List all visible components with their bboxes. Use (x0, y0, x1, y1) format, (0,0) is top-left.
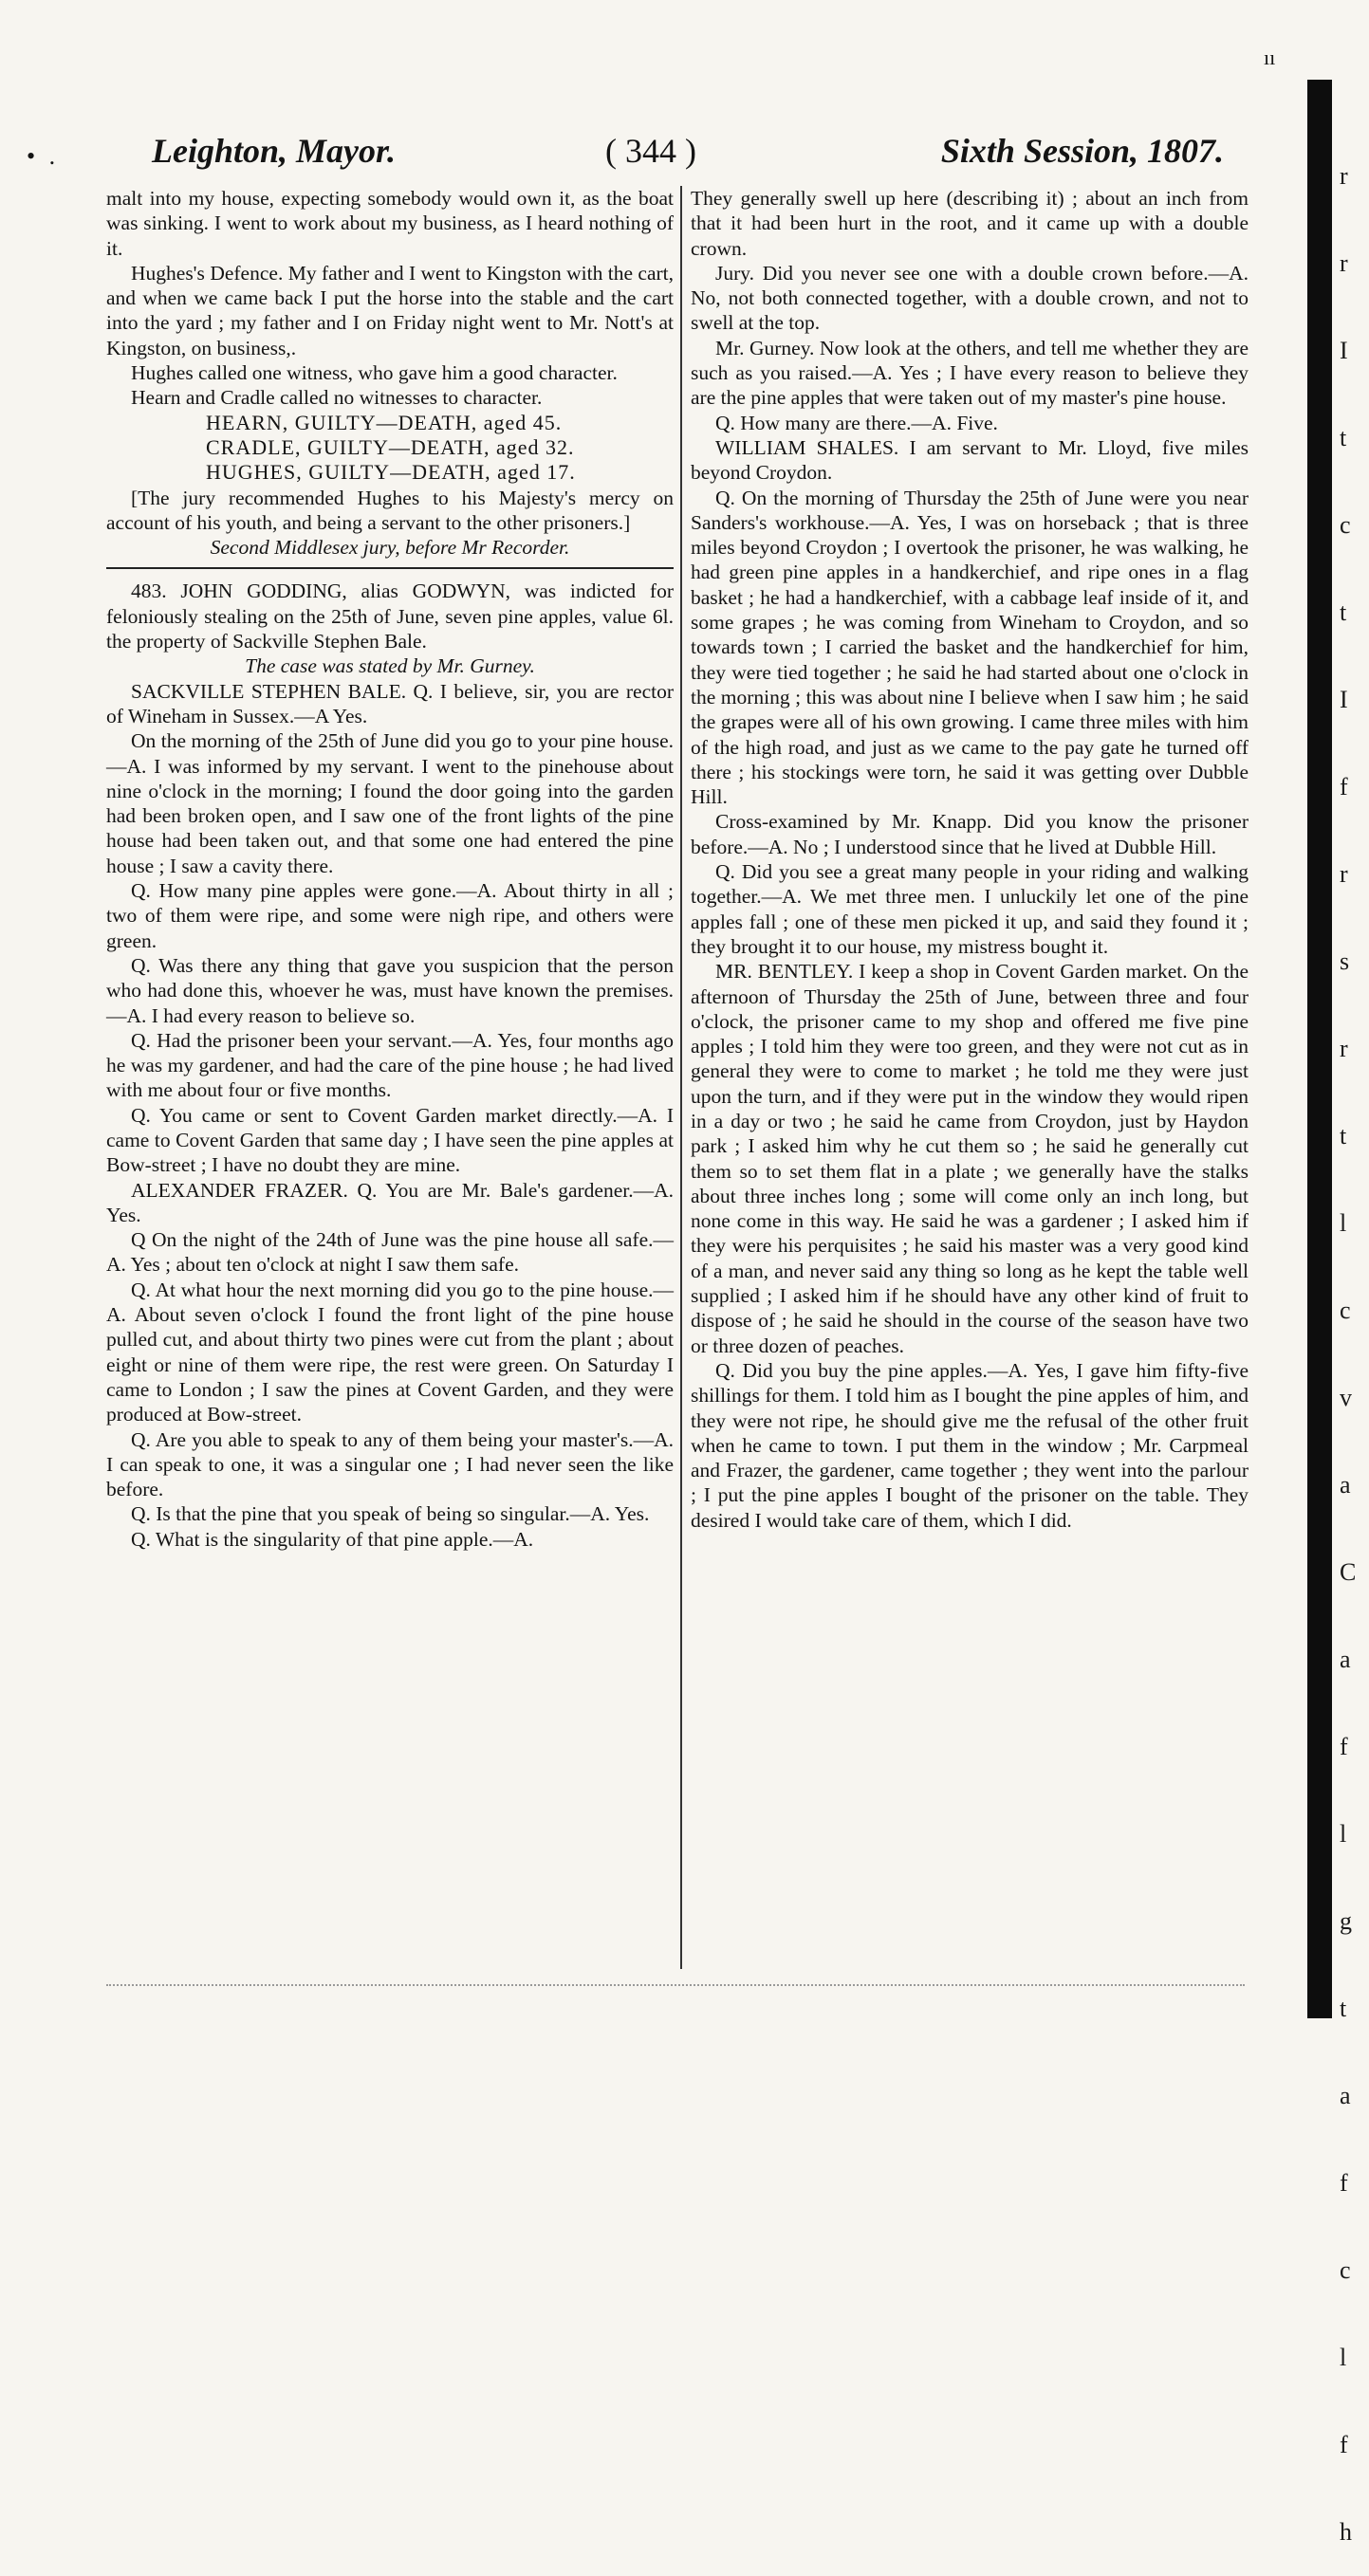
binding-shadow-strip (1307, 80, 1332, 2018)
edge-letter: c (1340, 1297, 1351, 1324)
section-rule (106, 567, 674, 569)
paragraph: Q. Was there any thing that gave you suspicion that the person who had done this, whoever he was, must have known the premises.—A. I had every reason to believe so. (106, 953, 674, 1027)
edge-letter: a (1340, 2082, 1351, 2109)
paragraph: ALEXANDER FRAZER. Q. You are Mr. Bale's gardener.—A. Yes. (106, 1178, 674, 1226)
edge-letter: I (1340, 686, 1348, 713)
column-divider (680, 186, 682, 1969)
paragraph: WILLIAM SHALES. I am servant to Mr. Lloyd, five miles beyond Croydon. (691, 435, 1249, 485)
edge-letter: v (1340, 1384, 1352, 1411)
verdict-line: HEARN, GUILTY—DEATH, aged 45. (206, 410, 563, 434)
paragraph: MR. BENTLEY. I keep a shop in Covent Garden market. On the afternoon of Thursday the 25th of June, between three and four o'clock, the prisoner came to my shop and offered me five pine apples ; I told him they were too green, and they were not cut as in general they were to come to market ; he told me they were just upon the turn, and if they were put in the window they would ripen in a day or two ; he said he came from Croydon, just by Haydon park ; I asked him why he cut them so ; he said he generally cut them so to set them flat in a plate ; we generally have the stalks about three inches long ; some will come only an inch long, but none come in this way. He said he was a gardener ; I asked him if they were his perquisites ; he said his master was a very good kind of a man, and never said any thing so long as he kept the table well supplied ; I asked him if he should have any other kind of fruit to dispose of ; he said he should in the course of the season have two or three dozen of peaches. (691, 960, 1249, 1357)
paragraph: Q. Are you able to speak to any of them being your master's.—A. I can speak to one, it was a singular one ; I had never seen the like before. (106, 1427, 674, 1501)
edge-letter: r (1340, 249, 1348, 277)
paragraph: Q On the night of the 24th of June was the pine house all safe.—A. Yes ; about ten o'clock at night I saw them safe. (106, 1228, 674, 1277)
edge-letter: t (1340, 1122, 1347, 1150)
edge-letter: r (1340, 1035, 1348, 1062)
edge-letter: a (1340, 1646, 1351, 1673)
edge-letter: r (1340, 162, 1348, 190)
paragraph: SACKVILLE STEPHEN BALE. Q. I believe, sir, you are rector of Wineham in Sussex.—A Yes. (106, 679, 674, 727)
verdict-line: CRADLE, GUILTY—DEATH, aged 32. (206, 434, 575, 459)
paragraph: Hughes's Defence. My father and I went to Kingston with the cart, and when we came back I put the horse into the stable and the cart into the yard ; my father and I on Friday night went to Mr. Nott's at Kingston, on business,. (106, 261, 674, 359)
edge-letter: l (1340, 1209, 1347, 1237)
paragraph: Q. At what hour the next morning did you go to the pine house.—A. About seven o'clock I found the front light of the pine house pulled cut, and about thirty two pines were cut from the plant ; about eight or nine of them were ripe, the rest were green. On Saturday I came to London ; I saw the pines at Covent Garden, and they were produced at Bow-street. (106, 1278, 674, 1426)
paragraph: Q. You came or sent to Covent Garden market directly.—A. I came to Covent Garden that same day ; I have seen the pine apples at Bow-street ; I have no doubt they are mine. (106, 1103, 674, 1177)
paragraph: 483. JOHN GODDING, alias GODWYN, was indicted for feloniously stealing on the 25th of June, seven pine apples, value 6l. the property of Sackville Stephen Bale. (106, 580, 674, 653)
paragraph: On the morning of the 25th of June did you go to your pine house.—A. I was informed by my servant. I went to the pinehouse about nine o'clock in the morning; I found the door going into the garden had been broken open, and I saw one of the front lights of the pine house had been taken out, and that some one had entered the pine house ; I saw a cavity there. (106, 729, 674, 877)
paragraph: Jury. Did you never see one with a double crown before.—A. No, not both connected together, with a double crown, and not to swell at the top. (691, 261, 1249, 335)
edge-letter: r (1340, 860, 1348, 888)
paragraph: Hearn and Cradle called no witnesses to character. (131, 386, 543, 410)
bottom-scan-edge (106, 1984, 1245, 1988)
edge-letter: g (1340, 1907, 1352, 1935)
running-head (152, 131, 1224, 176)
edge-letter: f (1340, 1733, 1348, 1760)
paragraph: Mr. Gurney. Now look at the others, and tell me whether they are such as you raised.—A. Yes ; I have every reason to believe they are the pine apples that were taken out of my master's pine house. (691, 336, 1249, 410)
edge-letter: h (1340, 2518, 1352, 2546)
edge-letter: I (1340, 337, 1348, 364)
edge-letter: C (1340, 1558, 1357, 1586)
paragraph: Q. How many pine apples were gone.—A. About thirty in all ; two of them were ripe, and some were nigh ripe, and others were green. (106, 879, 674, 952)
paragraph: Q. What is the singularity of that pine apple.—A. (131, 1527, 534, 1551)
paragraph: Q. How many are there.—A. Five. (715, 411, 998, 434)
paragraph: Cross-examined by Mr. Knapp. Did you know the prisoner before.—A. No ; I understood since that he lived at Dubble Hill. (691, 810, 1249, 858)
paragraph: [The jury recommended Hughes to his Majesty's mercy on account of his youth, and being a servant to the other prisoners.] (106, 486, 674, 534)
edge-letter: c (1340, 2256, 1351, 2284)
right-edge-marks (1340, 133, 1369, 2576)
edge-letter: l (1340, 2344, 1347, 2371)
paragraph: Q. Did you see a great many people in your riding and walking together.—A. We met three men. I unluckily let one of the pine apples fall ; one of these men picked it up, and said they found it ; they brought it to our house, my mistress bought it. (691, 860, 1249, 958)
paragraph: Hughes called one witness, who gave him a good character. (131, 361, 618, 385)
top-margin-mark: ıı (1264, 46, 1276, 69)
header-left: Leighton, Mayor. (152, 132, 397, 170)
edge-letter: f (1340, 2169, 1348, 2197)
page-number: ( 344 ) (605, 132, 696, 170)
paragraph: Q. On the morning of Thursday the 25th of June were you near Sanders's workhouse.—A. Yes, I was on horseback ; that is three miles beyond Croydon ; I overtook the prisoner, he was walking, he had green pine apples in a handkerchief, and ripe ones in a flag basket ; he had a handkerchief, with a cabbage leaf inside of it, and some grapes ; he was coming from Wineham to Croydon, and so towards town ; I carried the basket and the handkerchief for him, they were tied together ; he said he had started about one o'clock in the morning ; this was about nine I believe when I saw him ; he said the grapes were all of his own growing. I came three miles with him of the high road, and just as we came to the pay gate he turned off there ; his stockings were torn, he said it was getting over Dubble Hill. (691, 486, 1249, 809)
right-column (691, 186, 1249, 1533)
edge-letter: a (1340, 1471, 1351, 1499)
edge-letter: f (1340, 773, 1348, 800)
edge-letter: t (1340, 1995, 1347, 2022)
jury-heading: Second Middlesex jury, before Mr Recorder. (210, 536, 570, 560)
edge-letter: c (1340, 511, 1351, 539)
edge-letter: t (1340, 424, 1347, 451)
paragraph: malt into my house, expecting somebody would own it, as the boat was sinking. I went to work about my business, as I heard nothing of it. (106, 187, 674, 260)
edge-letter: f (1340, 2431, 1348, 2458)
case-heading: The case was stated by Mr. Gurney. (245, 654, 535, 678)
paragraph: They generally swell up here (describing it) ; about an inch from that it had been hurt in the root, and it came up with a double crown. (691, 187, 1249, 260)
verdict-line: HUGHES, GUILTY—DEATH, aged 17. (206, 460, 576, 485)
paragraph: Q. Is that the pine that you speak of being so singular.—A. Yes. (131, 1502, 650, 1526)
edge-letter: t (1340, 598, 1347, 626)
left-column (106, 186, 674, 1552)
left-margin-mark: • . (27, 142, 60, 170)
edge-letter: s (1340, 948, 1350, 975)
edge-letter: l (1340, 1820, 1347, 1848)
paragraph: Q. Had the prisoner been your servant.—A. Yes, four months ago he was my gardener, and had the care of the pine house ; he had lived with me about four or five months. (106, 1028, 674, 1102)
paragraph: Q. Did you buy the pine apples.—A. Yes, I gave him fifty-five shillings for them. I told him as I bought the pine apples of him, and they were not ripe, he should give me the refusal of the other fruit when he came to town. I put them in the window ; Mr. Carpmeal and Frazer, the gardener, came together ; they went into the parlour ; I put the pine apples I bought of the prisoner on the table. They desired I would take care of them, which I did. (691, 1358, 1249, 1532)
header-right: Sixth Session, 1807. (940, 132, 1224, 170)
